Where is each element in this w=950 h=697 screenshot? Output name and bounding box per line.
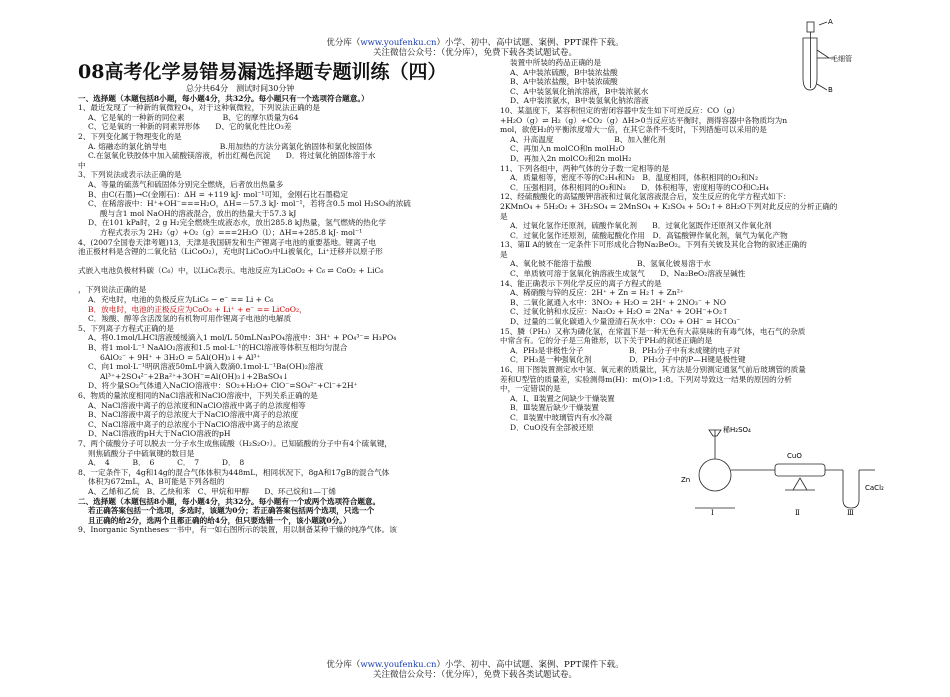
question-line: 一、选择题（本题包括8小题，每小题4分，共32分。每小题只有一个选项符合题意。） <box>78 93 369 103</box>
question-line: 装置中所装的药品正确的是 <box>510 58 602 67</box>
question-line: 1、最近发现了一种新的氧微粒O₄，对于这种氧微粒，下列说法正确的是 <box>78 103 320 113</box>
question-line: 12、经硫酸酸化的高锰酸钾溶液和过氧化氢溶液混合后，发生反应的化学方程式如下： <box>500 192 791 202</box>
question-line: Al³⁺+2SO₄²⁻+2Ba²⁺+3OH⁻=Al(OH)₃↓+2BaSO₄↓ <box>100 371 289 381</box>
question-line: D、过量的二氧化碳通入少量澄清石灰水中：CO₂ + OH⁻ = HCO₃⁻ <box>510 317 741 327</box>
question-line: D、A中装浓氨水，B中装氢氧化钠浓溶液 <box>510 96 649 106</box>
footer-text: 优分库（ <box>326 660 361 670</box>
question-line: mol，欲使H₂的平衡浓度增大一倍，在其它条件不变时，下列措施可以采用的是 <box>500 125 767 135</box>
page-footer <box>0 660 950 680</box>
gas-generator-flask <box>699 459 731 491</box>
question-line: 16、用下图装置测定水中氢、氧元素的质量比，其方法是分别测定通氢气前后玻璃管的质量 <box>500 365 806 374</box>
question-line: 是 <box>500 211 508 221</box>
question-line: 是 <box>500 249 508 259</box>
header-link[interactable]: www.youfenku.cn <box>360 38 437 48</box>
question-line: A、稀硝酸与锌的反应：2H⁺ + Zn = H₂↑ + Zn²⁺ <box>510 288 684 298</box>
question-line: C、向1 mol·L⁻¹明矾溶液50mL中滴入数滴0.1mol·L⁻¹Ba(OH)₂溶液 <box>88 362 324 372</box>
question-line: B、由C(石墨)→C(金刚石)：ΔH = +119 kJ· mol⁻¹可知，金刚石比石墨稳定 <box>88 189 348 199</box>
question-line: B、NaCl溶液中离子的总浓度大于NaClO溶液中离子的总浓度 <box>88 410 299 420</box>
question-line: C．PH₃是一种强氧化剂 D．PH₃分子中的P—H键是极性键 <box>510 355 746 365</box>
question-line: A、等量的硫蒸气和硫固体分别完全燃烧，后者放出热量多 <box>88 179 284 189</box>
question-line: C、它是氧的一种新的同素异形体 D、它的氧化性比O₃差 <box>88 122 292 132</box>
question-line: C．过氧化氢作还原剂，硫酸起酸化作用 D．高锰酸钾作氧化剂，氧气为氧化产物 <box>510 230 788 240</box>
apparatus-figure-a <box>795 18 895 118</box>
question-line: B、二氧化氮通入水中：3NO₂ + H₂O = 2H⁺ + 2NO₃⁻ + NO <box>510 297 727 307</box>
question-line: 15、膦（PH₃）又称为磷化氢，在常温下是一种无色有大蒜臭味的有毒气体，电石气的杂质 <box>500 326 806 336</box>
question-line: A． 4 B． 6 C． 7 D． 8 <box>88 458 245 468</box>
label-cuo: CuO <box>787 452 802 460</box>
question-line: D、NaCl溶液的pH大于NaClO溶液的pH <box>88 429 231 439</box>
question-line: 中常含有。它的分子是三角锥形，以下关于PH₃的叙述正确的是 <box>500 336 713 346</box>
question-line: 7、两个硫酸分子可以脱去一分子水生成焦硫酸（H₂S₂O₇）。已知硫酸的分子中有4个硫氧键， <box>78 438 393 448</box>
question-line: 5、下列离子方程式正确的是 <box>78 323 174 333</box>
question-line: B、A中装浓盐酸，B中装浓硫酸 <box>510 77 618 87</box>
label-device-iii: Ⅲ <box>847 509 854 515</box>
label-zn: Zn <box>681 476 691 484</box>
question-line: A、乙烯和乙烷 B、乙炔和苯 C、甲烷和甲醇 D、环己烷和1—丁烯 <box>88 486 337 496</box>
question-line: 酸与含1 mol NaOH的溶液混合，放出的热量大于57.3 kJ <box>100 208 297 218</box>
question-line: 14、能正确表示下列化学反应的离子方程式的是 <box>500 278 662 288</box>
page-subtitle: 总分共64分 测试时间30分钟 <box>186 84 295 93</box>
question-line: B．Ⅲ装置后缺少干燥装置 <box>510 403 599 413</box>
question-line: A．充电时，电池的负极反应为LiC₆ − e⁻ == Li + C₆ <box>88 295 274 305</box>
question-line: A、升高温度 B、加入催化剂 <box>510 134 666 144</box>
question-line: A．质量相等，密度不等的C₂H₄和N₂ B．温度相同，体积相同的O₂和N₂ <box>510 173 759 183</box>
question-line: 6、物质的量浓度相同的NaCl溶液和NaClO溶液中，下列关系正确的是 <box>78 391 318 400</box>
right-questions <box>500 58 838 432</box>
question-line: A、它是氧的一种新的同位素 B、它的摩尔质量为64 <box>88 112 299 122</box>
question-line: 体积为672mL，A、B可能是下列各组的 <box>88 477 225 487</box>
question-line: C．Ⅱ装置中玻璃管内有水冷凝 <box>510 412 613 422</box>
label-a: A <box>828 18 833 26</box>
u-tube <box>843 470 859 508</box>
page-title: 08高考化学易错易漏选择题专题训练（四） <box>78 61 447 83</box>
label-cacl2: CaCl₂ <box>865 484 884 492</box>
right-column <box>500 58 838 432</box>
burner <box>793 478 807 490</box>
question-line: D、在101 kPa时，2 g H₂完全燃烧生成液态水，放出285.8 kJ热量，氢气燃烧的热化学 <box>88 218 386 228</box>
question-line: 13、第Ⅱ A的铍在一定条件下可形成化合物Na₂BeO₂。下列有关铍及其化合物的叙述正确的 <box>500 240 807 250</box>
left-questions <box>78 94 478 535</box>
question-line: D、再加入2n molCO₂和2n molH₂ <box>510 153 632 163</box>
question-line <box>78 257 478 267</box>
question-line: C、NaCl溶液中离子的总浓度小于NaClO溶液中离子的总浓度 <box>88 419 299 429</box>
question-line: 式嵌入电池负极材料碳（C₆）中，以LiC₆表示。电池反应为LiCoO₂ + C₆ ⇌ CoO₂ + LiC₆ <box>78 266 384 276</box>
question-line: 且正确的给2分，选两个且都正确的给4分，但只要选错一个，该小题就0分。） <box>88 515 351 525</box>
question-line: A. 熔融态的氯化钠导电 B.用加热的方法分离氯化钠固体和氯化铵固体 <box>88 141 373 151</box>
question-line: 则焦硫酸分子中硫氧键的数目是 <box>88 448 195 458</box>
question-line: 池正极材料是含锂的二氧化钴（LiCoO₂），充电时LiCoO₂中Li被氧化，Li⁺迁移并以原子形 <box>78 247 383 257</box>
cuo-tube <box>775 464 825 476</box>
question-line: D、将少量SO₂气体通入NaClO溶液中：SO₂+H₂O+ ClO⁻=SO₄²⁻+Cl⁻+2H⁺ <box>88 381 358 391</box>
header-text: 优分库（ <box>326 38 361 48</box>
question-line: 2KMnO₄ + 5H₂O₂ + 3H₂SO₄ = 2MnSO₄ + K₂SO₄ + 5O₂↑+ 8H₂O下列对此反应的分析正确的 <box>500 201 838 211</box>
question-line: 10、某温度下，某容积恒定的密闭容器中发生如下可逆反应：CO（g） <box>500 105 740 115</box>
footer-link[interactable]: www.youfenku.cn <box>360 660 437 670</box>
footer-text-tail: ）小学、初中、高中试题、案例、PPT课件下载。 <box>436 660 624 670</box>
left-column <box>78 60 478 535</box>
header-text-tail: ）小学、初中、高中试题、案例、PPT课件下载。 <box>436 38 624 48</box>
apparatus-figure-b <box>675 420 900 515</box>
label-device-ii: Ⅱ <box>795 509 800 515</box>
question-line: A．过氧化氢作还原剂，硫酸作氧化剂 B．过氧化氢既作还原剂又作氧化剂 <box>510 221 772 231</box>
label-h2so4: 稀H₂SO₄ <box>723 426 751 434</box>
question-line: 3、下列说法或表示法正确的是 <box>78 170 182 180</box>
question-line: C、过氧化钠和水反应：Na₂O₂ + H₂O = 2Na⁺ + 2OH⁻+O₂↑ <box>510 307 729 317</box>
question-line: A、将0.1mol/LHCl溶液缓缓滴入1 mol/L 50mLNa₃PO₄溶液中：3H⁺ + PO₄³⁻= H₃PO₄ <box>88 333 397 343</box>
question-line: C．羧酸、醇等含活泼氢的有机物可用作锂离子电池的电解质 <box>88 314 292 324</box>
question-line: A、NaCl溶液中离子的总浓度和NaClO溶液中离子的总浓度相等 <box>88 400 306 410</box>
question-line: 6AlO₂⁻ + 9H⁺ + 3H₂O = 5Al(OH)₃↓+ Al³⁺ <box>100 352 261 362</box>
question-line: C.在氢氧化铁胶体中加入硫酸镁溶液，析出红褐色沉淀 D．将过氧化钠固体溶于水 <box>88 151 376 161</box>
question-line: 中，一定错误的是 <box>500 384 561 394</box>
question-line: 若正确答案包括一个选项，多选时，该题为0分；若正确答案包括两个选项，只选一个 <box>88 506 375 516</box>
footer-line2: 关注微信公众号：（优分库），免费下载各类试题试卷。 <box>372 670 577 680</box>
question-line: C、在稀溶液中：H⁺+OH⁻===H₂O，ΔH=－57.3 kJ· mol⁻¹，若将含0.5 mol H₂SO₄的浓硫 <box>88 199 411 209</box>
question-line: C．压强相同，体积相同的O₂和N₂ D．体积相等，密度相等的CO和C₂H₄ <box>510 182 769 192</box>
funnel-a <box>807 22 814 32</box>
question-line: A．Ⅰ、Ⅱ装置之间缺少干燥装置 <box>510 393 615 403</box>
question-line: 方程式表示为 2H₂（g）+O₂（g）===2H₂O（l）；ΔH=+285.8 kJ· mol⁻¹ <box>100 227 363 237</box>
label-b: B <box>828 86 833 94</box>
question-line: C、再加入n molCO和n molH₂O <box>510 144 625 154</box>
question-line: ，下列说法正确的是 <box>78 285 147 295</box>
question-line: 二、选择题（本题包括8小题，每小题4分，共32分。每小题有一个或两个选项符合题意。 <box>78 496 381 506</box>
question-line: 2、下列变化属于物理变化的是 <box>78 131 182 141</box>
question-line: 8、一定条件下，4g和14g的混合气体体积为448mL，相同状况下，8gA和17gB的混合气体 <box>78 467 390 477</box>
question-line: 中 <box>78 160 86 170</box>
question-line: A、A中装浓硫酸，B中装浓盐酸 <box>510 67 618 77</box>
header-line2: 关注微信公众号：（优分库），免费下载各类试题试卷。 <box>372 48 577 58</box>
question-line: B、将1 mol·L⁻¹ NaAlO₂溶液和1.5 mol·L⁻¹的HCl溶液等体积互相均匀混合 <box>88 343 348 353</box>
question-line: 4、(2007全国卷天津考题)13．天津是我国研发和生产锂离子电池的重要基地。锂离子电 <box>78 237 376 247</box>
question-line: 差和U型管的质量差，实验测得m(H)：m(O)>1:8。下列对导致这一结果的原因的分析 <box>500 374 792 384</box>
label-capillary: 毛细管 <box>831 55 852 63</box>
question-line: C、A中装氢氧化钠浓溶液，B中装浓氨水 <box>510 86 649 96</box>
question-line: +H₂O（g）⇌ H₂（g）+CO₂（g）ΔH>0当反应达平衡时，测得容器中各物质均为n <box>500 115 788 125</box>
question-line: 9、Inorganic Syntheses一书中，有一如右图所示的装置，用以制备某种干燥的纯净气体。该 <box>78 525 397 535</box>
question-line: A、氧化铍不能溶于盐酸 B、氢氧化铍易溶于水 <box>510 259 711 269</box>
question-line: C、单质铍可溶于氢氧化钠溶液生成氢气 D、Na₂BeO₂溶液呈碱性 <box>510 269 746 279</box>
question-line: 11、下列各组中，两种气体的分子数一定相等的是 <box>500 163 670 173</box>
question-line: D．CuO没有全部被还原 <box>510 422 594 432</box>
label-device-i: Ⅰ <box>711 509 714 515</box>
flask-b <box>803 38 817 90</box>
question-line: A．PH₃是非极性分子 B．PH₃分子中有未成键的电子对 <box>510 345 741 355</box>
question-line: B．放电时，电池的正极反应为CoO₂ + Li⁺ + e⁻ == LiCoO₂， <box>88 304 307 314</box>
